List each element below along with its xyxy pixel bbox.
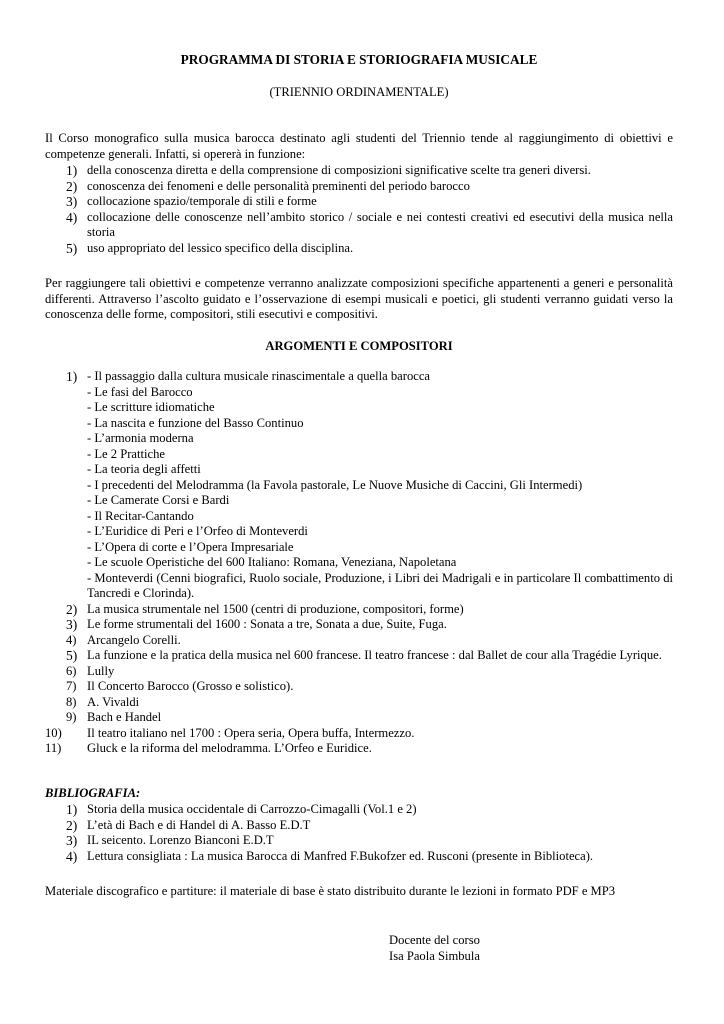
list-item (45, 633, 673, 649)
section-heading: ARGOMENTI E COMPOSITORI (265, 339, 453, 353)
signature-block (389, 933, 480, 964)
list-number: 3) (66, 194, 78, 209)
list-item (45, 833, 673, 849)
list-item (45, 741, 673, 757)
list-item (45, 710, 673, 726)
list-text: Il Concerto Barocco (Grosso e solistico). (87, 679, 294, 693)
list-text: L’età di Bach e di Handel di A. Basso E.D.T (87, 817, 311, 832)
list-number: 2) (66, 817, 78, 833)
list-item (45, 802, 673, 818)
objectives-list (45, 163, 673, 256)
list-number: 4) (66, 209, 78, 225)
subtopic-item: - Le Camerate Corsi e Bardi (87, 493, 230, 507)
subtopic-item: - Le fasi del Barocco (87, 384, 193, 399)
list-text: La funzione e la pratica della musica nel 600 francese. Il teatro francese : dal Ballet de cour alla Tragédie Lyrique. (87, 648, 662, 662)
list-number: 11) (45, 741, 62, 755)
subtopic-item: - Le scuole Operistiche del 600 Italiano: Romana, Veneziana, Napoletana (87, 555, 457, 569)
list-number: 10) (45, 725, 62, 740)
list-text: Bach e Handel (87, 710, 162, 724)
topics-list (45, 369, 673, 757)
list-text: Lully (87, 663, 115, 678)
list-text: Il teatro italiano nel 1700 : Opera seria, Opera buffa, Intermezzo. (87, 725, 415, 740)
list-text: Le forme strumentali del 1600 : Sonata a tre, Sonata a due, Suite, Fuga. (87, 617, 447, 631)
list-number: 5) (66, 240, 78, 256)
list-item (45, 679, 673, 695)
subtopics-list (87, 369, 673, 602)
list-text: collocazione spazio/temporale di stili e forme (87, 194, 317, 208)
list-number: 6) (66, 663, 77, 678)
list-number: 7) (66, 679, 77, 693)
list-item (45, 210, 673, 241)
list-number: 2) (66, 601, 78, 617)
list-item (45, 179, 673, 195)
subtopic-item: - Monteverdi (Cenni biografici, Ruolo sociale, Produzione, i Libri dei Madrigali e in particolare Il combattimento di Tancredi e Clorinda). (87, 570, 673, 600)
list-item (45, 695, 673, 711)
intro-paragraph: Il Corso monografico sulla musica barocca destinato agli studenti del Triennio tende al raggiungimento di obiettivi e competenze generali. Infatti, si opererà in funzione: (45, 131, 673, 161)
subtopic-item: - La teoria degli affetti (87, 462, 201, 476)
list-number: 3) (66, 617, 78, 632)
bibliography-list (45, 802, 673, 864)
list-text: collocazione delle conoscenze nell’ambito storico / sociale e nei contesti creativi ed esecutivi della musica nella storia (87, 209, 673, 239)
document-title: PROGRAMMA DI STORIA E STORIOGRAFIA MUSICALE (180, 52, 538, 67)
list-text: Arcangelo Corelli. (87, 632, 181, 647)
list-item (45, 726, 673, 742)
subtopic-item: - Le scritture idiomatiche (87, 400, 215, 414)
subtopic-item: - Le 2 Prattiche (87, 446, 165, 461)
list-text: A. Vivaldi (87, 694, 140, 709)
materials-note: Materiale discografico e partiture: il materiale di base è stato distribuito durante le lezioni in formato PDF e MP3 (45, 884, 616, 898)
list-number: 9) (66, 710, 77, 724)
list-item (45, 849, 673, 865)
list-number: 1) (66, 369, 78, 384)
list-number: 5) (66, 648, 78, 663)
list-text: della conoscenza diretta e della comprensione di composizioni significative scelte tra generi diversi. (87, 163, 591, 177)
subtopic-item: - Il Recitar-Cantando (87, 508, 194, 523)
list-number: 1) (66, 802, 78, 817)
list-item (45, 617, 673, 633)
subtopic-item: - Il passaggio dalla cultura musicale rinascimentale a quella barocca (87, 369, 431, 383)
list-text: uso appropriato del lessico specifico della disciplina. (87, 240, 354, 255)
list-text: Gluck e la riforma del melodramma. L’Orfeo e Euridice. (87, 741, 372, 755)
list-item (45, 648, 673, 664)
subtopic-item: - L’Euridice di Peri e l’Orfeo di Monteverdi (87, 524, 308, 538)
subtopic-item: - L’Opera di corte e l’Opera Impresariale (87, 539, 294, 554)
list-text: Lettura consigliata : La musica Barocca di Manfred F.Bukofzer ed. Rusconi (presente in Biblioteca). (87, 848, 594, 863)
bibliography-heading: BIBLIOGRAFIA: (45, 786, 141, 800)
signature-name: Isa Paola Simbula (389, 948, 480, 963)
list-text: Storia della musica occidentale di Carrozzo-Cimagalli (Vol.1 e 2) (87, 802, 417, 816)
methods-paragraph: Per raggiungere tali obiettivi e competenze verranno analizzate composizioni specifiche appartenenti a generi e personalità differenti. Attraverso l’ascolto guidato e l’osservazione di esempi musicali e poetici, gli studenti verranno guidati verso la conoscenza delle forme, compositori, stili esecutivi e compositivi. (45, 276, 673, 321)
list-text: conoscenza dei fenomeni e delle personalità preminenti del periodo barocco (87, 178, 470, 193)
list-number: 1) (66, 163, 78, 178)
list-number: 4) (66, 632, 77, 647)
list-item (45, 818, 673, 834)
list-item (45, 241, 673, 257)
list-number: 3) (66, 833, 78, 848)
list-item (45, 194, 673, 210)
signature-role: Docente del corso (389, 933, 480, 947)
list-text: IL seicento. Lorenzo Bianconi E.D.T (87, 833, 274, 847)
list-item (45, 369, 673, 602)
subtopic-item: - I precedenti del Melodramma (la Favola pastorale, Le Nuove Musiche di Caccini, Gli Intermedi) (87, 477, 583, 492)
list-item (45, 163, 673, 179)
subtopic-item: - L’armonia moderna (87, 431, 194, 445)
list-item (45, 602, 673, 618)
subtopic-item: - La nascita e funzione del Basso Continuo (87, 415, 304, 430)
document-subtitle: (TRIENNIO ORDINAMENTALE) (269, 85, 449, 99)
list-number: 2) (66, 178, 78, 194)
list-text: La musica strumentale nel 1500 (centri di produzione, compositori, forme) (87, 601, 464, 616)
list-item (45, 664, 673, 680)
list-number: 4) (66, 848, 78, 864)
list-number: 8) (66, 694, 77, 709)
